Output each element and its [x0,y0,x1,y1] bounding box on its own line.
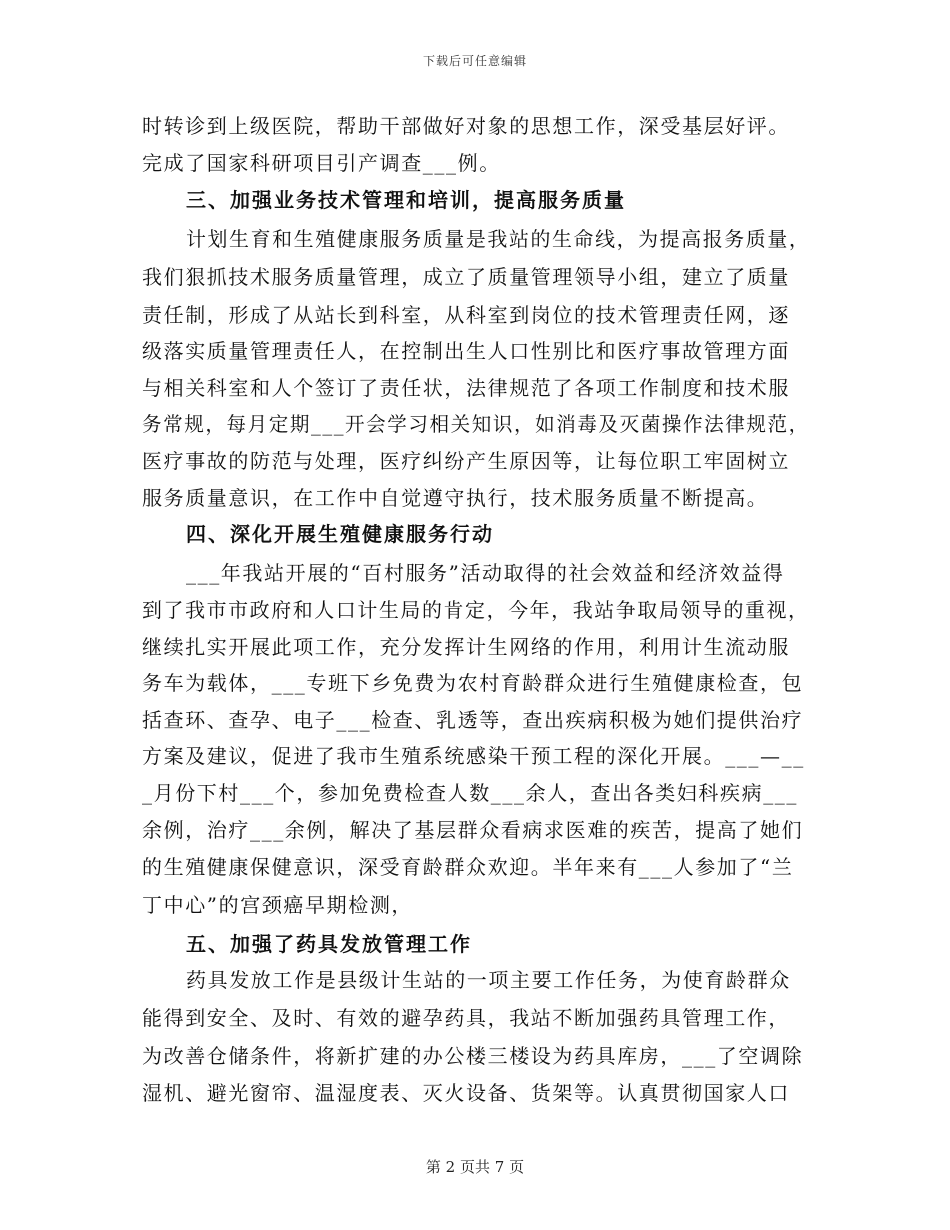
body-line: 医疗事故的防范与处理，医疗纠纷产生原因等，让每位职工牢固树立 [142,449,790,473]
section-heading-4: 四、深化开展生殖健康服务行动 [186,522,494,546]
paragraph-first-line: ___年我站开展的“百村服务”活动取得的社会效益和经济效益得 [186,561,785,585]
body-line: 务车为载体，___专班下乡免费为农村育龄群众进行生殖健康检查，包 [142,671,804,695]
body-line: 能得到安全、及时、有效的避孕药具，我站不断加强药具管理工作， [142,1006,790,1030]
page-header: 下载后可任意编辑 [422,54,527,68]
section-heading-5: 五、加强了药具发放管理工作 [186,932,472,956]
paragraph-first-line: 计划生育和生殖健康服务质量是我站的生命线，为提高报务质量， [186,227,811,251]
section-heading-3: 三、加强业务技术管理和培训，提高服务质量 [186,188,626,212]
body-line: 责任制，形成了从站长到科室，从科室到岗位的技术管理责任网，逐 [142,303,790,327]
body-line: 括查环、查孕、电子___检查、乳透等，查出疾病积极为她们提供治疗 [142,708,804,732]
body-line: _月份下村___个，参加免费检查人数___余人，查出各类妇科疾病___ [142,781,798,805]
body-line: 湿机、避光窗帘、温湿度表、灭火设备、货架等。认真贯彻国家人口 [142,1081,790,1105]
body-line: 与相关科室和人个签订了责任状，法律规范了各项工作制度和技术服 [142,376,790,400]
body-line: 务常规，每月定期___开会学习相关知识，如消毒及灭菌操作法律规范， [142,412,810,436]
body-line: 的生殖健康保健意识，深受育龄群众欢迎。半年来有___人参加了“兰 [142,855,794,879]
body-line: 继续扎实开展此项工作，充分发挥计生网络的作用，利用计生流动服 [142,635,790,659]
body-line: 到了我市市政府和人口计生局的肯定，今年，我站争取局领导的重视， [142,598,810,622]
body-line: 时转诊到上级医院，帮助干部做好对象的思想工作，深受基层好评。 [142,114,790,138]
body-line: 完成了国家科研项目引产调查___例。 [142,151,501,175]
page-footer: 第 2 页共 7 页 [425,1158,525,1176]
body-line: 为改善仓储条件，将新扩建的办公楼三楼设为药具库房，___了空调除 [142,1044,804,1068]
body-line: 我们狠抓技术服务质量管理，成立了质量管理领导小组，建立了质量 [142,265,790,289]
body-line: 级落实质量管理责任人，在控制出生人口性别比和医疗事故管理方面 [142,339,790,363]
body-line: 余例，治疗___余例，解决了基层群众看病求医难的疾苦，提高了她们 [142,818,804,842]
body-line: 丁中心”的宫颈癌早期检测， [142,893,414,917]
paragraph-first-line: 药具发放工作是县级计生站的一项主要工作任务，为使育龄群众 [186,968,791,992]
body-line: 方案及建议，促进了我市生殖系统感染干预工程的深化开展。___—__ [142,744,805,768]
body-line: 服务质量意识，在工作中自觉遵守执行，技术服务质量不断提高。 [142,486,769,510]
